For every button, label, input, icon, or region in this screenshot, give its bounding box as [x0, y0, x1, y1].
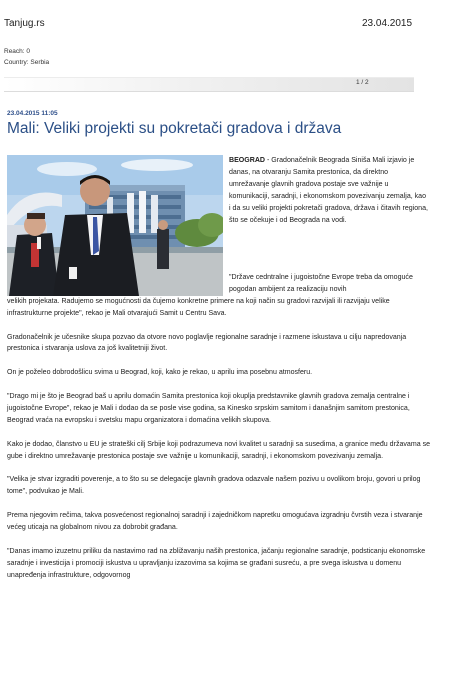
paragraph-4: "Drago mi je što je Beograd baš u aprilu domaćin Samita prestonica koji okuplja predstavnike glavnih gradova zemalja centralne i jugoistočne Evrope", rekao je Mali i dodao da se posle vise godina, sa Kinesko srpskim samitom i današnjim samitom prestonica, Beograd vraća na evropsku i svetsku mapu organizatora i domaćina velikih skupova. — [7, 393, 410, 424]
lead-paragraph — [229, 155, 429, 226]
article-timestamp: 23.04.2015 11:05 — [7, 110, 58, 117]
source-name: Tanjug.rs — [4, 18, 45, 29]
page-number: 1 / 2 — [356, 79, 369, 86]
paragraph-8: "Danas imamo izuzetnu priliku da nastavimo rad na zbližavanju naših prestonica, jačanju regionalne saradnje, podsticanju ekonomske saradnje i investicija i promociji iskustva u upravljanju izazovima sa kojima se građani susreću, a pre svega iskustva u domenu unapređenja infrastrukture, odgovornog — [7, 547, 426, 579]
article-body — [7, 272, 435, 593]
lead-dateline: BEOGRAD — [229, 157, 266, 164]
paragraph-7: Prema njegovim rečima, takva posvećenost regionalnoj saradnji i zajedničkom napretku omogućava izgradnju čvrstih veza i stvaranje većeg uticaja na globalnom nivou za dobrobit građana. — [7, 512, 423, 531]
reach-label: Reach: 0 — [4, 48, 31, 55]
page-indicator-bar — [4, 77, 414, 92]
publication-date: 23.04.2015 — [362, 18, 413, 29]
paragraph-3: On je poželeo dobrodošlicu svima u Beograd, koji, kako je rekao, u aprilu ima posebnu atmosferu. — [7, 369, 313, 377]
lead-text: - Gradonačelnik Beograda Siniša Mali izjavio je danas, na otvaranju Samita prestonica, da direktno umrežavanje glavnih gradova postaje sve važnije u komunikaciji, saradnji, i ekonomskom povezivanju zemalja, kao i da su veliki projekti pokretači gradova, država i čitavih regiona, što se očekuje i od Beograda na vodi. — [229, 157, 428, 224]
paragraph-6: "Velika je stvar izgraditi poverenje, a to što su se delegacije glavnih gradova odazvale našem pozivu u ovolikom broju, govori u prilog tome", podvukao je Mali. — [7, 476, 421, 496]
country-label: Country: Serbia — [4, 59, 50, 66]
paragraph-1-rest: velikih projekata. Radujemo se mogućnosti da čujemo konkretne primere na koji način su gradovi razvijali ili razvijaju velike infrastrukturne projekte", rekao je Mali otvarajući Samit u Centru Sava. — [7, 297, 390, 317]
paragraph-1-start: "Države cedntralne i jugoistočne Evrope treba da omoguće pogodan ambijent za realizaciju novih — [229, 274, 413, 293]
article-title: Mali: Veliki projekti su pokretači gradova i država — [7, 120, 342, 137]
paragraph-2: Gradonačelnik je učesnike skupa pozvao da otvore novo poglavlje regionalne saradnje i razmene iskustava u cilju napredovanja prestonica i stvaranja uslova za još kvalitetniji život. — [7, 333, 407, 353]
paragraph-5: Kako je dodao, članstvo u EU je strateški cilj Srbije koji podrazumeva novi kvalitet u saradnji sa susedima, a granice među državama se gube i direktno umrežavanje prestonica postaje sve važnije u komunikaciji, saradnji, i ekonomskom povezivanju zemalja. — [7, 440, 431, 460]
